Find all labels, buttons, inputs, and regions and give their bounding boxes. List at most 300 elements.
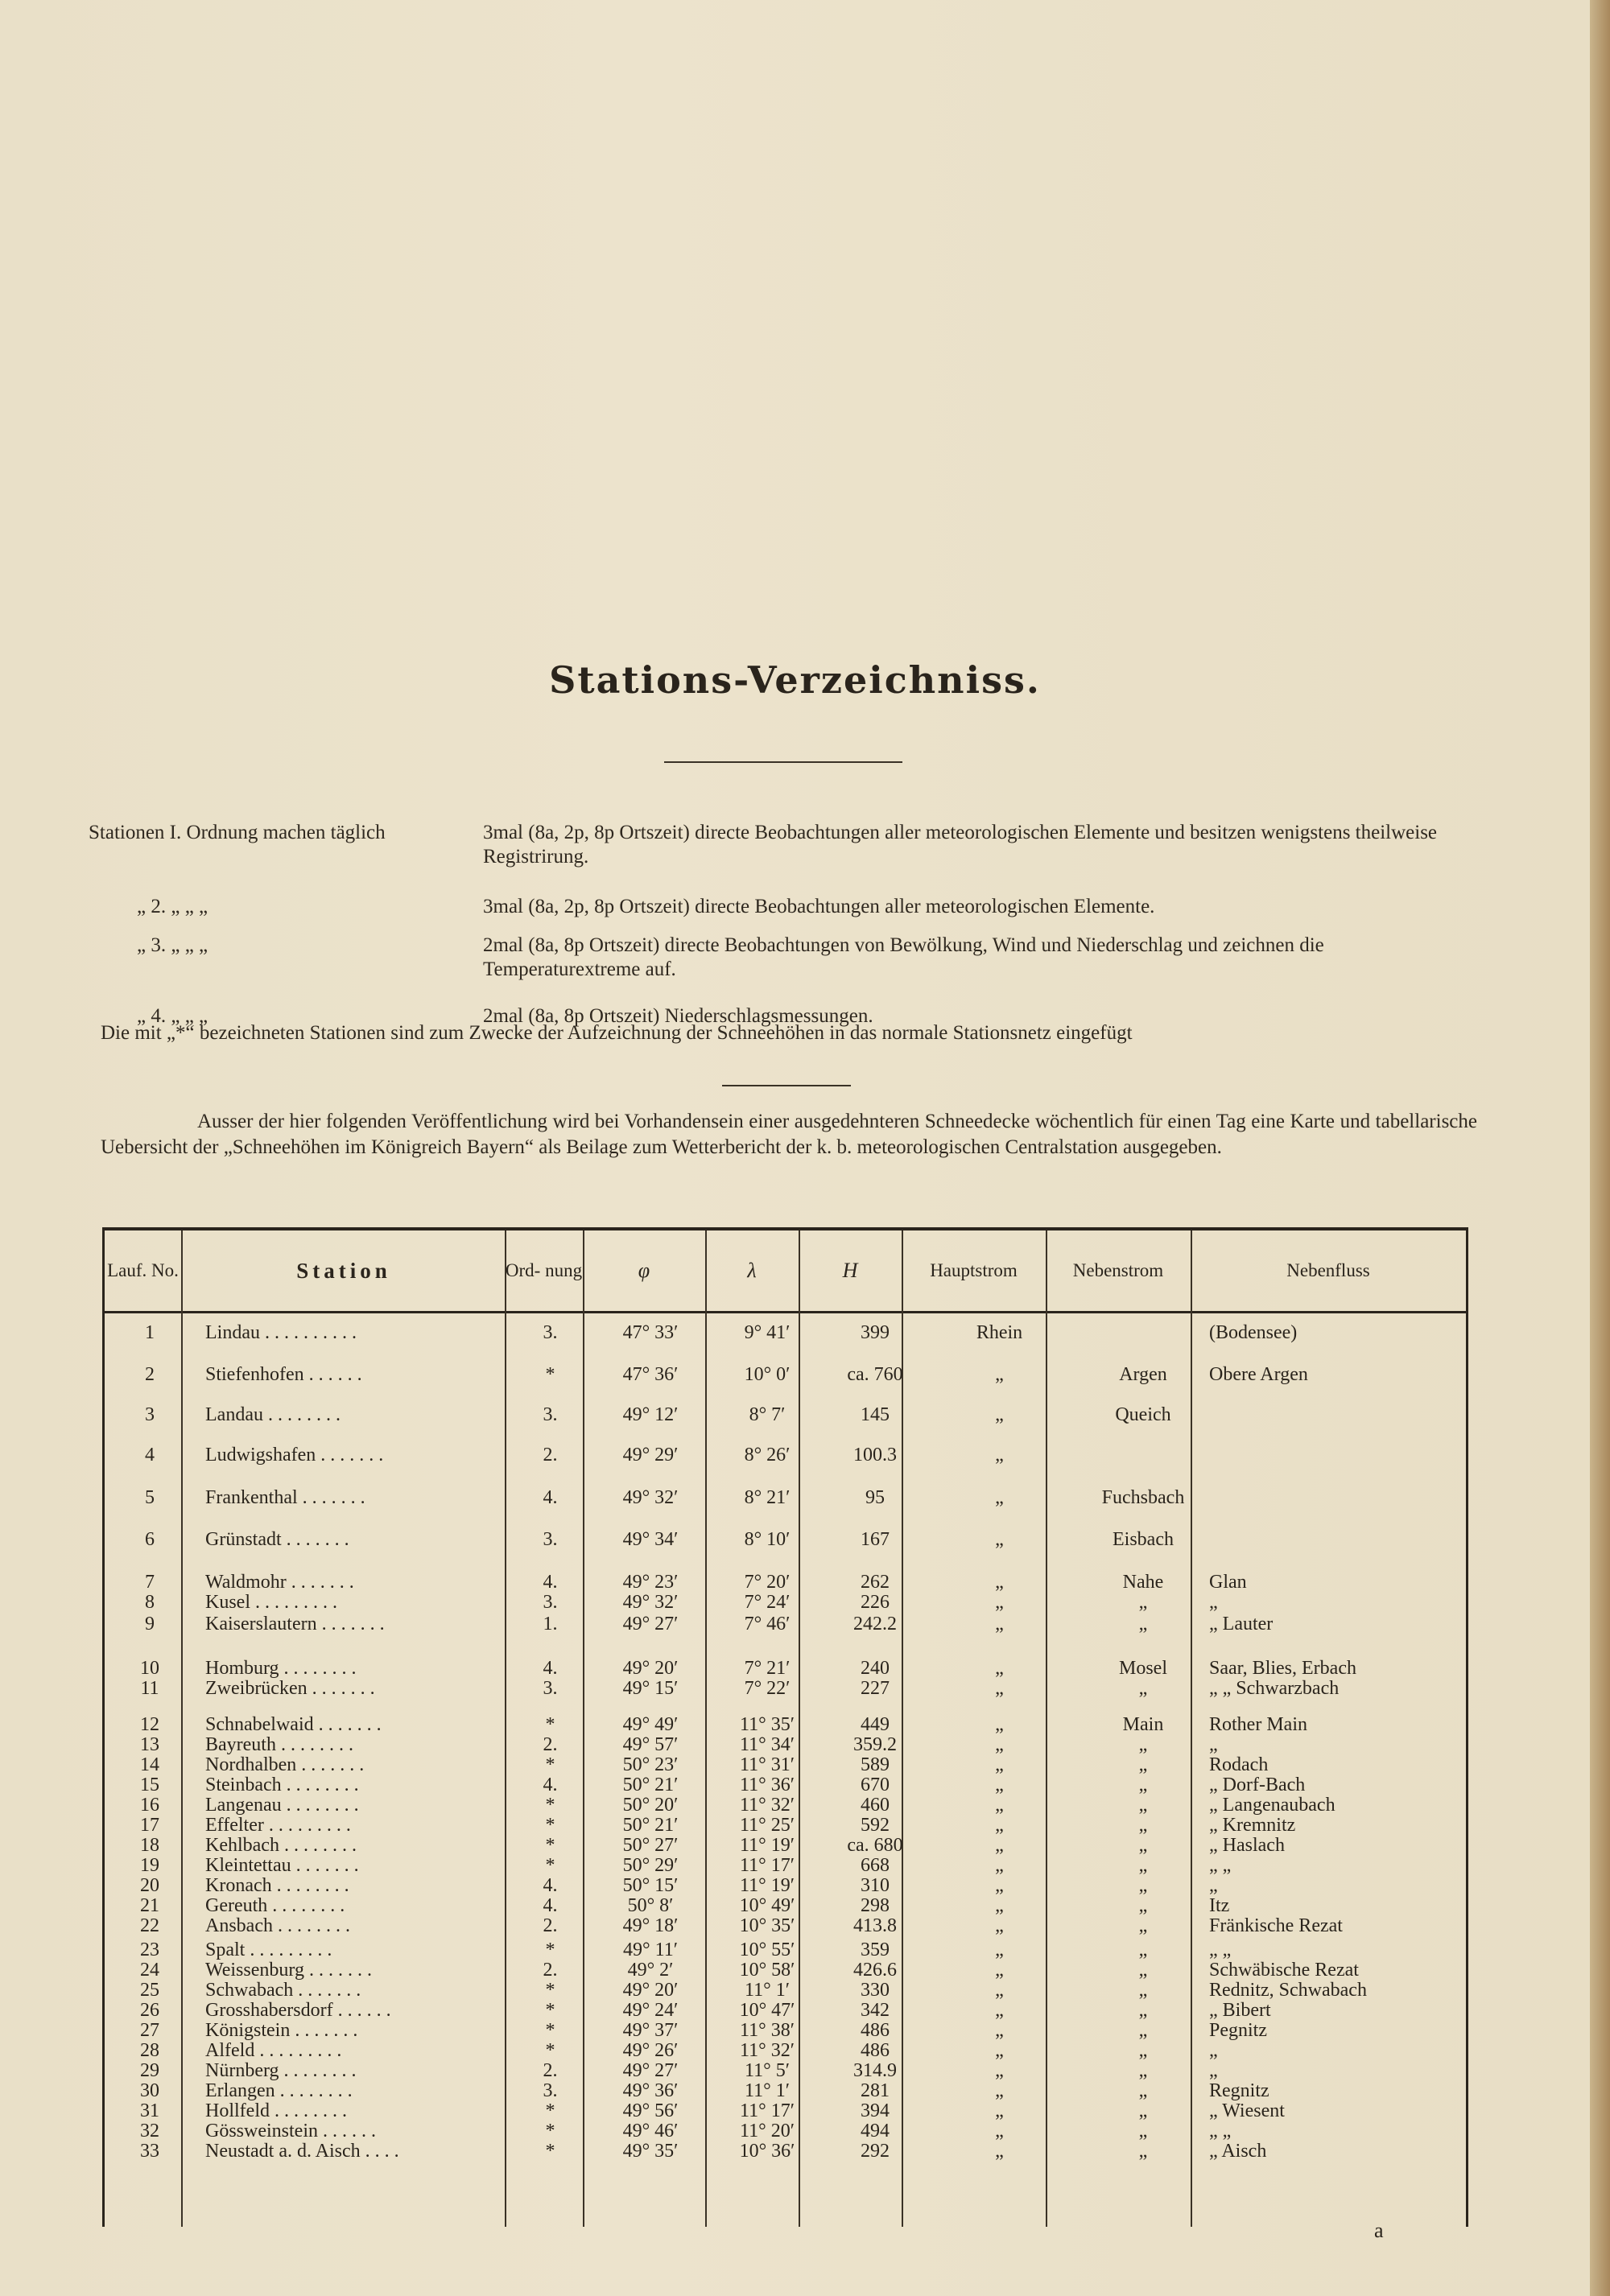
cell-lambda: 10° 49′ xyxy=(739,1895,795,1916)
cell-nebenstrom: Main xyxy=(1122,1714,1164,1735)
page-signature: a xyxy=(1374,2219,1384,2242)
cell-h: ca. 680 xyxy=(847,1835,903,1856)
cell-h: 145 xyxy=(861,1404,890,1425)
cell-phi: 47° 33′ xyxy=(622,1321,679,1343)
cell-nebenfluss: Itz xyxy=(1209,1895,1230,1916)
cell-hauptstrom: „ xyxy=(995,2141,1004,2162)
cell-station: Nordhalben . . . . . . . xyxy=(205,1755,365,1775)
cell-station: Kleintettau . . . . . . . xyxy=(205,1856,359,1875)
cell-station: Grosshabersdorf . . . . . . xyxy=(205,2001,391,2020)
cell-nebenfluss: „ xyxy=(1209,1591,1218,1613)
cell-ordnung: 4. xyxy=(543,1775,558,1795)
cell-hauptstrom: „ xyxy=(995,1875,1004,1896)
cell-station: Alfeld . . . . . . . . . xyxy=(205,2041,342,2060)
cell-h: 449 xyxy=(861,1714,890,1735)
title-divider xyxy=(664,761,902,763)
cell-station: Spalt . . . . . . . . . xyxy=(205,1940,332,1960)
cell-h: 298 xyxy=(861,1895,890,1916)
cell-lambda: 11° 38′ xyxy=(740,2020,795,2041)
cell-no: 11 xyxy=(140,1678,159,1699)
cell-station: Stiefenhofen . . . . . . xyxy=(205,1365,362,1384)
cell-h: 399 xyxy=(861,1321,890,1343)
cell-ordnung: 3. xyxy=(543,1529,558,1550)
legend-text: 2mal (8a, 8p Ortszeit) Niederschlagsmessungen. xyxy=(483,1005,873,1027)
cell-hauptstrom: „ xyxy=(995,2080,1004,2101)
cell-hauptstrom: „ xyxy=(995,1835,1004,1856)
cell-no: 25 xyxy=(140,1980,159,2001)
header-hauptstrom: Hauptstrom xyxy=(930,1260,1018,1280)
cell-ordnung: 3. xyxy=(543,1591,558,1613)
cell-hauptstrom: „ xyxy=(995,1795,1004,1816)
table-row xyxy=(105,1405,1466,1426)
page-title: Stations-Verzeichniss. xyxy=(549,658,1041,702)
cell-lambda: 10° 0′ xyxy=(744,1364,791,1385)
cell-lambda: 11° 19′ xyxy=(740,1835,795,1856)
cell-ordnung: 4. xyxy=(543,1895,558,1916)
cell-h: 310 xyxy=(861,1875,890,1896)
cell-ordnung: 3. xyxy=(543,2080,558,2101)
cell-no: 10 xyxy=(140,1658,159,1679)
header-nebenfluss: Nebenfluss xyxy=(1286,1260,1370,1280)
cell-no: 15 xyxy=(140,1775,159,1795)
cell-lambda: 11° 1′ xyxy=(745,2080,790,2101)
cell-nebenfluss: „ Aisch xyxy=(1209,2141,1267,2162)
cell-lambda: 10° 58′ xyxy=(739,1960,795,1981)
cell-h: 242.2 xyxy=(853,1614,897,1634)
cell-nebenstrom: „ xyxy=(1138,1915,1148,1936)
cell-phi: 49° 24′ xyxy=(622,2000,679,2021)
table-row xyxy=(105,1816,1466,1836)
cell-nebenstrom: Eisbach xyxy=(1113,1529,1174,1550)
cell-lambda: 10° 55′ xyxy=(739,1939,795,1960)
cell-h: 359 xyxy=(861,1939,890,1960)
cell-h: 460 xyxy=(861,1795,890,1816)
cell-nebenfluss: „ Langenaubach xyxy=(1209,1795,1335,1816)
cell-no: 16 xyxy=(140,1795,159,1816)
cell-ordnung: * xyxy=(545,2141,555,2162)
cell-hauptstrom: „ xyxy=(995,2000,1004,2021)
cell-ordnung: 1. xyxy=(543,1614,558,1634)
table-row xyxy=(105,2001,1466,2022)
cell-station: Langenau . . . . . . . . xyxy=(205,1795,359,1815)
cell-phi: 49° 46′ xyxy=(622,2121,679,2141)
table-row xyxy=(105,1488,1466,1509)
cell-nebenfluss: Schwäbische Rezat xyxy=(1209,1960,1359,1981)
table-row xyxy=(105,1940,1466,1961)
cell-nebenfluss: „ xyxy=(1209,1875,1218,1896)
cell-station: Hollfeld . . . . . . . . xyxy=(205,2101,347,2121)
cell-no: 21 xyxy=(140,1895,159,1916)
cell-ordnung: 3. xyxy=(543,1404,558,1425)
cell-station: Effelter . . . . . . . . . xyxy=(205,1816,351,1835)
cell-station: Frankenthal . . . . . . . xyxy=(205,1487,365,1507)
cell-nebenfluss: „ xyxy=(1209,1734,1218,1755)
cell-h: 167 xyxy=(861,1529,890,1550)
cell-ordnung: * xyxy=(545,1795,555,1816)
cell-phi: 49° 29′ xyxy=(622,1445,679,1465)
cell-lambda: 7° 46′ xyxy=(744,1614,791,1634)
cell-nebenstrom: „ xyxy=(1138,1939,1148,1960)
cell-nebenstrom: „ xyxy=(1138,2100,1148,2121)
cell-station: Kehlbach . . . . . . . . xyxy=(205,1836,357,1855)
section-divider xyxy=(722,1085,851,1086)
cell-hauptstrom: „ xyxy=(995,2060,1004,2081)
cell-no: 9 xyxy=(145,1614,155,1634)
table-row xyxy=(105,1614,1466,1635)
cell-phi: 49° 34′ xyxy=(622,1529,679,1550)
cell-h: 330 xyxy=(861,1980,890,2001)
cell-hauptstrom: „ xyxy=(995,2020,1004,2041)
cell-no: 22 xyxy=(140,1915,159,1936)
cell-station: Steinbach . . . . . . . . xyxy=(205,1775,359,1795)
cell-ordnung: * xyxy=(545,2000,555,2021)
cell-lambda: 11° 17′ xyxy=(740,2100,795,2121)
header-phi: φ xyxy=(638,1259,650,1282)
cell-ordnung: * xyxy=(545,1835,555,1856)
cell-hauptstrom: „ xyxy=(995,2100,1004,2121)
cell-no: 28 xyxy=(140,2040,159,2061)
cell-phi: 49° 15′ xyxy=(622,1678,679,1699)
cell-h: 100.3 xyxy=(853,1445,897,1465)
table-row xyxy=(105,2121,1466,2142)
cell-h: 281 xyxy=(861,2080,890,2101)
table-row xyxy=(105,1856,1466,1877)
cell-phi: 49° 27′ xyxy=(622,1614,679,1634)
cell-h: 314.9 xyxy=(853,2060,897,2081)
cell-phi: 49° 27′ xyxy=(622,2060,679,2081)
cell-h: 394 xyxy=(861,2100,890,2121)
cell-nebenstrom: Queich xyxy=(1115,1404,1171,1425)
cell-nebenstrom: „ xyxy=(1138,1678,1148,1699)
cell-lambda: 7° 24′ xyxy=(744,1591,791,1613)
cell-station: Gössweinstein . . . . . . xyxy=(205,2121,376,2141)
cell-nebenfluss: Glan xyxy=(1209,1571,1247,1593)
cell-station: Erlangen . . . . . . . . xyxy=(205,2081,353,2100)
cell-ordnung: 4. xyxy=(543,1875,558,1896)
table-row xyxy=(105,2061,1466,2082)
table-row xyxy=(105,1323,1466,1344)
cell-ordnung: * xyxy=(545,1815,555,1836)
table-row xyxy=(105,2021,1466,2042)
cell-lambda: 10° 36′ xyxy=(739,2141,795,2162)
asterisk-note: Die mit „*“ bezeichneten Stationen sind zum Zwecke der Aufzeichnung der Schneehöhen in das normale Stationsnetz eingefügt xyxy=(101,1022,1133,1044)
cell-station: Kronach . . . . . . . . xyxy=(205,1876,349,1895)
cell-station: Lindau . . . . . . . . . . xyxy=(205,1322,357,1342)
cell-nebenstrom: „ xyxy=(1138,2080,1148,2101)
cell-ordnung: 2. xyxy=(543,1445,558,1465)
cell-h: 592 xyxy=(861,1815,890,1836)
cell-phi: 49° 20′ xyxy=(622,1980,679,2001)
cell-nebenstrom: „ xyxy=(1138,1895,1148,1916)
cell-ordnung: * xyxy=(545,2020,555,2041)
cell-ordnung: 2. xyxy=(543,1960,558,1981)
cell-station: Königstein . . . . . . . xyxy=(205,2021,358,2040)
cell-phi: 49° 18′ xyxy=(622,1915,679,1936)
cell-hauptstrom: „ xyxy=(995,1895,1004,1916)
cell-no: 31 xyxy=(140,2100,159,2121)
ordnung-legend xyxy=(89,821,1473,1046)
cell-ordnung: 4. xyxy=(543,1571,558,1593)
cell-ordnung: * xyxy=(545,1980,555,2001)
cell-station: Bayreuth . . . . . . . . xyxy=(205,1735,353,1754)
cell-nebenfluss: „ „ xyxy=(1209,1939,1232,1960)
cell-lambda: 10° 35′ xyxy=(739,1915,795,1936)
cell-ordnung: 4. xyxy=(543,1486,558,1508)
cell-ordnung: * xyxy=(545,1855,555,1876)
cell-no: 33 xyxy=(140,2141,159,2162)
cell-h: 413.8 xyxy=(853,1915,897,1936)
cell-phi: 49° 57′ xyxy=(622,1734,679,1755)
cell-h: 589 xyxy=(861,1754,890,1775)
header-ordnung: Ord- nung xyxy=(505,1260,583,1280)
cell-station: Ludwigshafen . . . . . . . xyxy=(205,1445,384,1465)
cell-nebenfluss: „ Haslach xyxy=(1209,1835,1285,1856)
cell-station: Schwabach . . . . . . . xyxy=(205,1981,361,2000)
cell-h: ca. 760 xyxy=(847,1364,903,1385)
cell-phi: 49° 12′ xyxy=(622,1404,679,1425)
cell-nebenfluss: Regnitz xyxy=(1209,2080,1269,2101)
cell-station: Homburg . . . . . . . . xyxy=(205,1659,357,1678)
cell-hauptstrom: „ xyxy=(995,1404,1004,1425)
cell-no: 2 xyxy=(145,1364,155,1385)
table-row xyxy=(105,1836,1466,1857)
cell-nebenfluss: „ Wiesent xyxy=(1209,2100,1285,2121)
legend-label: „ 4. „ „ „ xyxy=(137,1005,208,1027)
cell-lambda: 11° 35′ xyxy=(740,1714,795,1735)
cell-nebenstrom: „ xyxy=(1138,2121,1148,2141)
table-row xyxy=(105,2081,1466,2102)
table-row xyxy=(105,1365,1466,1386)
cell-nebenfluss: „ Lauter xyxy=(1209,1614,1274,1634)
cell-h: 95 xyxy=(865,1486,885,1508)
cell-no: 14 xyxy=(140,1754,159,1775)
cell-phi: 50° 21′ xyxy=(622,1775,679,1795)
cell-h: 227 xyxy=(861,1678,890,1699)
cell-nebenfluss: Obere Argen xyxy=(1209,1364,1308,1385)
cell-hauptstrom: „ xyxy=(995,1614,1004,1634)
cell-nebenstrom: „ xyxy=(1138,1795,1148,1816)
cell-nebenfluss: Saar, Blies, Erbach xyxy=(1209,1658,1356,1679)
cell-nebenfluss: Rednitz, Schwabach xyxy=(1209,1980,1367,2001)
table-row xyxy=(105,2141,1466,2162)
table-row xyxy=(105,1735,1466,1756)
cell-no: 30 xyxy=(140,2080,159,2101)
cell-nebenstrom: „ xyxy=(1138,1960,1148,1981)
legend-label: „ 3. „ „ „ xyxy=(137,934,208,956)
cell-no: 29 xyxy=(140,2060,159,2081)
cell-phi: 49° 35′ xyxy=(622,2141,679,2162)
cell-lambda: 11° 19′ xyxy=(740,1875,795,1896)
cell-h: 486 xyxy=(861,2020,890,2041)
cell-nebenstrom: „ xyxy=(1138,1734,1148,1755)
table-row xyxy=(105,1981,1466,2001)
cell-hauptstrom: „ xyxy=(995,1678,1004,1699)
cell-nebenstrom: „ xyxy=(1138,1775,1148,1795)
cell-no: 3 xyxy=(145,1404,155,1425)
cell-ordnung: 2. xyxy=(543,2060,558,2081)
cell-phi: 49° 20′ xyxy=(622,1658,679,1679)
table-row xyxy=(105,1445,1466,1466)
cell-ordnung: 4. xyxy=(543,1658,558,1679)
cell-nebenfluss: „ Kremnitz xyxy=(1209,1815,1296,1836)
cell-phi: 49° 11′ xyxy=(623,1939,678,1960)
cell-nebenstrom: „ xyxy=(1138,2141,1148,2162)
cell-phi: 49° 36′ xyxy=(622,2080,679,2101)
cell-station: Ansbach . . . . . . . . xyxy=(205,1916,350,1935)
stations-table xyxy=(102,1227,1468,2227)
cell-hauptstrom: „ xyxy=(995,2040,1004,2061)
cell-no: 18 xyxy=(140,1835,159,1856)
cell-phi: 49° 26′ xyxy=(622,2040,679,2061)
cell-lambda: 11° 17′ xyxy=(740,1855,795,1876)
cell-hauptstrom: „ xyxy=(995,1980,1004,2001)
cell-ordnung: * xyxy=(545,1364,555,1385)
cell-no: 5 xyxy=(145,1486,155,1508)
cell-lambda: 11° 25′ xyxy=(740,1815,795,1836)
cell-phi: 50° 23′ xyxy=(622,1754,679,1775)
cell-lambda: 8° 26′ xyxy=(744,1445,791,1465)
legend-label: Stationen I. Ordnung machen täglich xyxy=(89,822,386,843)
cell-lambda: 10° 47′ xyxy=(739,2000,795,2021)
cell-nebenfluss: Rother Main xyxy=(1209,1714,1307,1735)
cell-h: 359.2 xyxy=(853,1734,897,1755)
cell-h: 342 xyxy=(861,2000,890,2021)
cell-nebenfluss: „ xyxy=(1209,2040,1218,2061)
cell-h: 226 xyxy=(861,1591,890,1613)
cell-nebenfluss: „ Bibert xyxy=(1209,2000,1271,2021)
cell-nebenfluss: Fränkische Rezat xyxy=(1209,1915,1343,1936)
cell-ordnung: * xyxy=(545,1939,555,1960)
cell-lambda: 7° 22′ xyxy=(744,1678,791,1699)
cell-h: 240 xyxy=(861,1658,890,1679)
cell-hauptstrom: „ xyxy=(995,1445,1004,1465)
header-lambda: λ xyxy=(747,1259,757,1282)
cell-phi: 49° 32′ xyxy=(622,1486,679,1508)
cell-no: 26 xyxy=(140,2000,159,2021)
cell-nebenstrom: Argen xyxy=(1119,1364,1167,1385)
table-row xyxy=(105,1755,1466,1776)
header-station: Station xyxy=(296,1259,391,1283)
cell-station: Landau . . . . . . . . xyxy=(205,1405,341,1424)
cell-hauptstrom: „ xyxy=(995,1714,1004,1735)
cell-nebenfluss: „ „ Schwarzbach xyxy=(1209,1678,1340,1699)
cell-hauptstrom: „ xyxy=(995,1734,1004,1755)
cell-no: 24 xyxy=(140,1960,159,1981)
cell-ordnung: 2. xyxy=(543,1915,558,1936)
cell-nebenstrom: „ xyxy=(1138,2040,1148,2061)
cell-hauptstrom: „ xyxy=(995,1855,1004,1876)
cell-lambda: 11° 32′ xyxy=(740,1795,795,1816)
cell-lambda: 7° 20′ xyxy=(744,1571,791,1593)
table-row xyxy=(105,1876,1466,1897)
cell-lambda: 7° 21′ xyxy=(744,1658,791,1679)
cell-lambda: 11° 31′ xyxy=(740,1754,795,1775)
cell-hauptstrom: Rhein xyxy=(976,1321,1023,1343)
header-lauf-no: Lauf. No. xyxy=(107,1260,179,1280)
cell-no: 23 xyxy=(140,1939,159,1960)
table-row xyxy=(105,2101,1466,2122)
cell-no: 27 xyxy=(140,2020,159,2041)
table-row xyxy=(105,1530,1466,1551)
cell-hauptstrom: „ xyxy=(995,1486,1004,1508)
cell-nebenstrom: Nahe xyxy=(1122,1571,1164,1593)
cell-hauptstrom: „ xyxy=(995,1658,1004,1679)
cell-no: 4 xyxy=(145,1445,155,1465)
cell-nebenfluss: „ xyxy=(1209,2060,1218,2081)
table-row xyxy=(105,1593,1466,1614)
supplement-paragraph: Ausser der hier folgenden Veröffentlichung wird bei Vorhandensein einer ausgedehnteren Schneedecke wöchentlich für einen Tag eine Karte und tabellarische Uebersicht der „Schneehöhen im Königreich Bayern“ als Beilage zum Wetterbericht der k. b. meteorologischen Centralstation ausgegeben. xyxy=(101,1111,1477,1158)
cell-ordnung: 2. xyxy=(543,1734,558,1755)
cell-nebenstrom: „ xyxy=(1138,1980,1148,2001)
table-row xyxy=(105,1795,1466,1816)
cell-hauptstrom: „ xyxy=(995,1364,1004,1385)
table-row xyxy=(105,1573,1466,1593)
cell-lambda: 11° 20′ xyxy=(740,2121,795,2141)
table-row xyxy=(105,1715,1466,1736)
cell-nebenstrom: „ xyxy=(1138,1855,1148,1876)
legend-text: 3mal (8a, 2p, 8p Ortszeit) directe Beobachtungen aller meteorologischen Elemente. xyxy=(483,896,1155,917)
cell-hauptstrom: „ xyxy=(995,1529,1004,1550)
cell-hauptstrom: „ xyxy=(995,1591,1004,1613)
cell-ordnung: * xyxy=(545,1714,555,1735)
cell-station: Kusel . . . . . . . . . xyxy=(205,1592,337,1612)
cell-lambda: 9° 41′ xyxy=(744,1321,791,1343)
cell-station: Waldmohr . . . . . . . xyxy=(205,1572,354,1592)
cell-nebenstrom: „ xyxy=(1138,2020,1148,2041)
header-nebenstrom: Nebenstrom xyxy=(1072,1260,1164,1280)
cell-nebenfluss: Pegnitz xyxy=(1209,2020,1267,2041)
cell-no: 32 xyxy=(140,2121,159,2141)
cell-phi: 50° 29′ xyxy=(622,1855,679,1876)
cell-hauptstrom: „ xyxy=(995,1775,1004,1795)
cell-h: 670 xyxy=(861,1775,890,1795)
cell-hauptstrom: „ xyxy=(995,1815,1004,1836)
cell-no: 20 xyxy=(140,1875,159,1896)
cell-nebenstrom: „ xyxy=(1138,1614,1148,1634)
cell-phi: 50° 21′ xyxy=(622,1815,679,1836)
cell-station: Nürnberg . . . . . . . . xyxy=(205,2061,357,2080)
table-row xyxy=(105,1916,1466,1937)
legend-text: 3mal (8a, 2p, 8p Ortszeit) directe Beobachtungen aller meteorologischen Elemente und besitzen wenigstens theilweise Registrirung. xyxy=(483,822,1438,868)
cell-phi: 49° 49′ xyxy=(622,1714,679,1735)
legend-text: 2mal (8a, 8p Ortszeit) directe Beobachtungen von Bewölkung, Wind und Niederschlag und zeichnen die Temperaturextreme auf. xyxy=(483,934,1324,980)
cell-nebenstrom: „ xyxy=(1138,1815,1148,1836)
cell-ordnung: * xyxy=(545,2100,555,2121)
cell-lambda: 8° 10′ xyxy=(744,1529,791,1550)
cell-ordnung: 3. xyxy=(543,1321,558,1343)
cell-station: Gereuth . . . . . . . . xyxy=(205,1896,345,1915)
cell-ordnung: * xyxy=(545,2040,555,2061)
cell-nebenstrom: „ xyxy=(1138,1875,1148,1896)
cell-nebenstrom: „ xyxy=(1138,1754,1148,1775)
cell-nebenfluss: „ „ xyxy=(1209,1855,1232,1876)
cell-lambda: 11° 5′ xyxy=(745,2060,790,2081)
table-row xyxy=(105,1659,1466,1680)
cell-hauptstrom: „ xyxy=(995,1939,1004,1960)
cell-phi: 49° 2′ xyxy=(627,1960,674,1981)
cell-lambda: 11° 1′ xyxy=(745,1980,790,2001)
cell-station: Zweibrücken . . . . . . . xyxy=(205,1679,375,1698)
cell-ordnung: * xyxy=(545,2121,555,2141)
cell-station: Kaiserslautern . . . . . . . xyxy=(205,1614,385,1634)
cell-no: 17 xyxy=(140,1815,159,1836)
cell-h: 486 xyxy=(861,2040,890,2061)
cell-station: Neustadt a. d. Aisch . . . . xyxy=(205,2141,399,2161)
table-row xyxy=(105,1775,1466,1796)
cell-phi: 49° 32′ xyxy=(622,1591,679,1613)
cell-no: 8 xyxy=(145,1591,155,1613)
legend-label: „ 2. „ „ „ xyxy=(137,896,208,917)
